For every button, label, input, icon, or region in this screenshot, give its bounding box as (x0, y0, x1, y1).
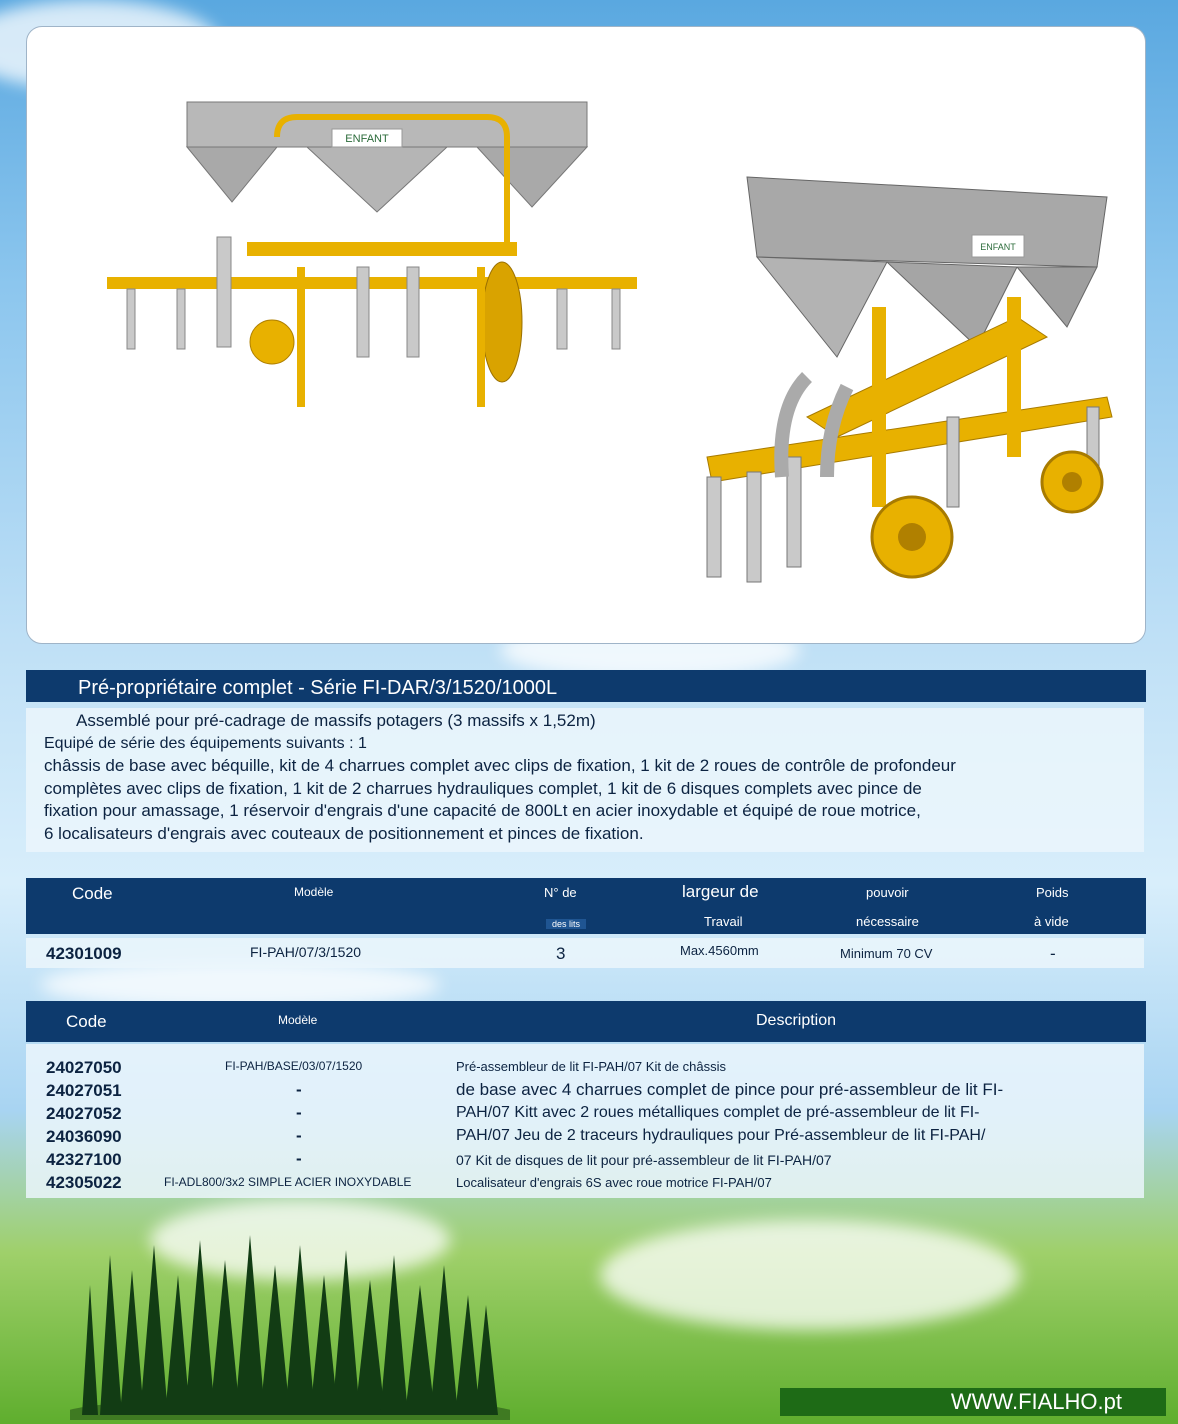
row-model: FI-PAH/07/3/1520 (250, 944, 362, 960)
accessory-description-line: Localisateur d'engrais 6S avec roue motrice FI-PAH/07 (456, 1175, 772, 1190)
header-beds: N° de (544, 885, 577, 900)
enfant-label-right: ENFANT (980, 242, 1016, 252)
header-model: Modèle (278, 1013, 318, 1027)
description-line: châssis de base avec béquille, kit de 4 charrues complet avec clips de fixation, 1 kit de 2 roues de contrôle de profondeur (44, 756, 956, 776)
accessory-model: FI-ADL800/3x2 SIMPLE ACIER INOXYDABLE (164, 1175, 412, 1189)
table-row (26, 938, 1144, 968)
bed-former-angled-view-image (687, 157, 1127, 607)
header-weight: Poids (1036, 885, 1069, 900)
accessory-code: 24027052 (46, 1104, 122, 1123)
accessory-model: - (296, 1080, 302, 1099)
accessory-description-line: Pré-assembleur de lit FI-PAH/07 Kit de châssis (456, 1059, 726, 1074)
enfant-label-left: ENFANT (345, 133, 389, 145)
cypress-trees-image (70, 1225, 510, 1420)
header-working-width-sub: Travail (704, 914, 743, 929)
accessory-model: - (296, 1149, 302, 1168)
header-power: pouvoir (866, 885, 909, 900)
website-link[interactable]: WWW.FIALHO.pt (780, 1388, 1166, 1416)
accessory-model: FI-PAH/BASE/03/07/1520 (225, 1059, 363, 1073)
header-beds-sub: des lits (546, 919, 586, 929)
accessory-model: - (296, 1103, 302, 1122)
description-line: complètes avec clips de fixation, 1 kit de 2 charrues hydrauliques complet, 1 kit de 6 disques complets avec pince de (44, 778, 922, 798)
product-description (26, 708, 1144, 852)
accessory-code: 42305022 (46, 1173, 122, 1192)
row-weight: - (1050, 944, 1056, 963)
accessory-code: 24036090 (46, 1127, 122, 1146)
accessory-code: 24027050 (46, 1058, 122, 1077)
header-code: Code (66, 1012, 107, 1031)
header-description: Description (756, 1012, 837, 1029)
row-beds: 3 (556, 944, 566, 963)
accessory-description-line: de base avec 4 charrues complet de pince pour pré-assembleur de lit FI- (456, 1080, 1004, 1099)
cloud (600, 1220, 1020, 1330)
product-photo-panel (26, 26, 1146, 644)
header-model: Modèle (294, 885, 334, 899)
description-line: fixation pour amassage, 1 réservoir d'engrais d'une capacité de 800Lt en acier inoxydable et équipé de roue motrice, (44, 801, 921, 821)
description-line: Equipé de série des équipements suivants : 1 (44, 734, 367, 752)
accessory-description-line: 07 Kit de disques de lit pour pré-assembleur de lit FI-PAH/07 (456, 1152, 832, 1168)
row-code: 42301009 (46, 944, 122, 963)
row-working-width: Max.4560mm (680, 943, 759, 958)
bed-former-front-view-image (107, 77, 647, 407)
product-title: Pré-propriétaire complet - Série FI-DAR/3/1520/1000L (26, 670, 1146, 702)
description-line: Assemblé pour pré-cadrage de massifs potagers (3 massifs x 1,52m) (76, 711, 596, 730)
accessory-description-line: PAH/07 Jeu de 2 traceurs hydrauliques pour Pré-assembleur de lit FI-PAH/ (456, 1127, 986, 1144)
header-working-width: largeur de (682, 882, 759, 901)
accessory-model: - (296, 1126, 302, 1145)
accessory-description-line: PAH/07 Kitt avec 2 roues métalliques complet de pré-assembleur de lit FI- (456, 1104, 980, 1121)
header-weight-sub: à vide (1034, 914, 1069, 929)
accessory-code: 24027051 (46, 1081, 122, 1100)
accessory-code: 42327100 (46, 1150, 122, 1169)
description-line: 6 localisateurs d'engrais avec couteaux de positionnement et pinces de fixation. (44, 823, 644, 843)
header-code: Code (72, 884, 113, 903)
spec-table-header (26, 878, 1146, 934)
row-power: Minimum 70 CV (840, 946, 933, 961)
header-power-sub: nécessaire (856, 914, 919, 929)
accessories-list (26, 1044, 1144, 1198)
accessories-table-header (26, 1001, 1146, 1042)
